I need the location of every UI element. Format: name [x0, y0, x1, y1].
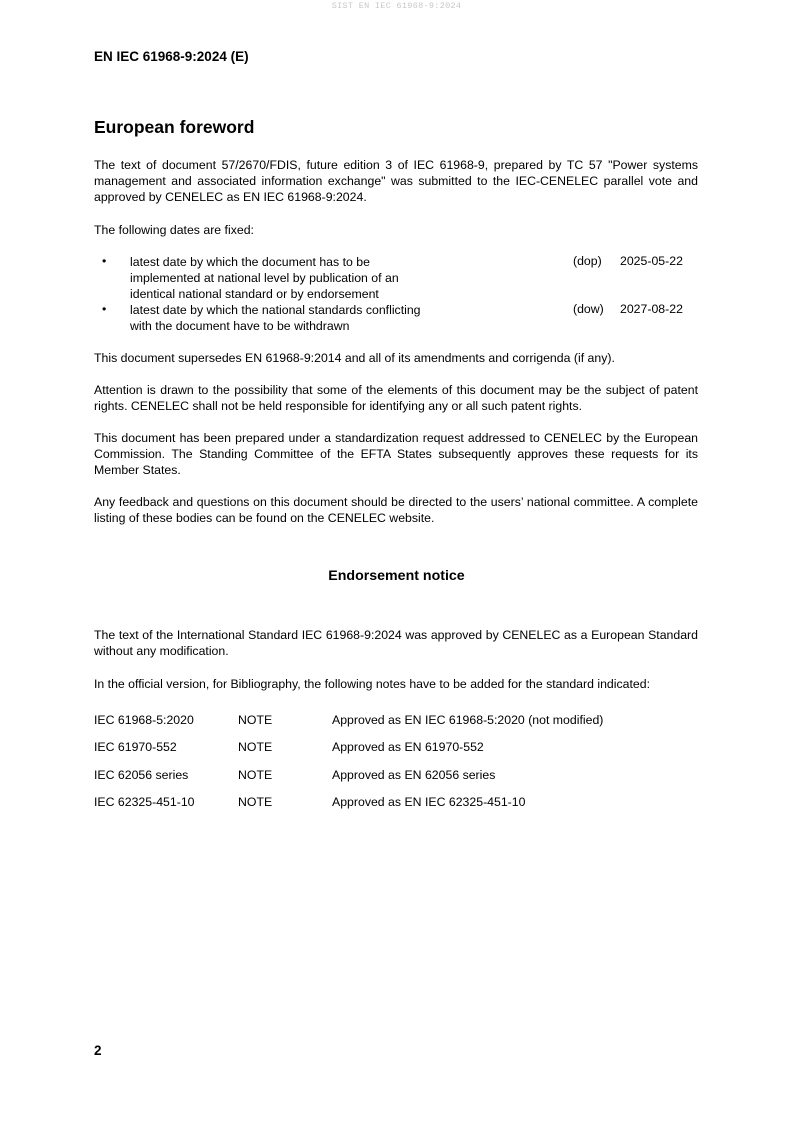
dow-date: 2027-08-22: [620, 302, 683, 316]
dop-code: (dop): [573, 254, 602, 268]
endorsement-text: The text of the International Standard IEC 61968-9:2024 was approved by CENELEC as a European Standard without any modification.: [94, 628, 698, 658]
dow-description: latest date by which the national standards conflicting with the document have to be withdrawn: [130, 303, 421, 333]
note-label: NOTE: [238, 740, 273, 754]
note-text: Approved as EN IEC 62325-451-10: [332, 795, 526, 809]
foreword-title: European foreword: [94, 117, 255, 137]
note-label: NOTE: [238, 768, 273, 782]
patent-paragraph: Attention is drawn to the possibility that some of the elements of this document may be the subject of patent rights. CENELEC shall not be held responsible for identifying any or all such patent rights.: [94, 383, 698, 413]
note-text: Approved as EN 61970-552: [332, 740, 484, 754]
page-number: 2: [94, 1043, 102, 1058]
note-label: NOTE: [238, 713, 273, 727]
supersedes-paragraph: This document supersedes EN 61968-9:2014 and all of its amendments and corrigenda (if any).: [94, 351, 615, 365]
foreword-intro: The text of document 57/2670/FDIS, future edition 3 of IEC 61968-9, prepared by TC 57 "Power systems management and associated information exchange" was submitted to the IEC-CENELEC parallel vote and approved by CENELEC as EN IEC 61968-9:2024.: [94, 158, 698, 204]
endorsement-title: Endorsement notice: [328, 568, 465, 584]
feedback-paragraph: Any feedback and questions on this document should be directed to the users’ national committee. A complete listing of these bodies can be found on the CENELEC website.: [94, 495, 698, 525]
note-standard: IEC 62325-451-10: [94, 795, 195, 809]
dow-code: (dow): [573, 302, 604, 316]
note-text: Approved as EN IEC 61968-5:2020 (not modified): [332, 713, 604, 727]
dop-date: 2025-05-22: [620, 254, 683, 268]
watermark: SIST EN IEC 61968-9:2024: [331, 1, 462, 11]
note-label: NOTE: [238, 795, 273, 809]
dop-description: latest date by which the document has to be implemented at national level by publication of an identical national standard or by endorsement: [130, 255, 399, 301]
dates-intro: The following dates are fixed:: [94, 223, 254, 237]
note-text: Approved as EN 62056 series: [332, 768, 496, 782]
note-standard: IEC 61970-552: [94, 740, 177, 754]
document-identifier: EN IEC 61968-9:2024 (E): [94, 49, 249, 64]
standardization-paragraph: This document has been prepared under a standardization request addressed to CENELEC by the European Commission. The Standing Committee of the EFTA States subsequently approves these requests for its Member States.: [94, 431, 698, 477]
note-standard: IEC 61968-5:2020: [94, 713, 194, 727]
bibliography-intro: In the official version, for Bibliography, the following notes have to be added for the standard indicated:: [94, 677, 650, 691]
note-standard: IEC 62056 series: [94, 768, 189, 782]
bullet-marker: •: [102, 302, 107, 316]
bullet-marker: •: [102, 254, 107, 268]
